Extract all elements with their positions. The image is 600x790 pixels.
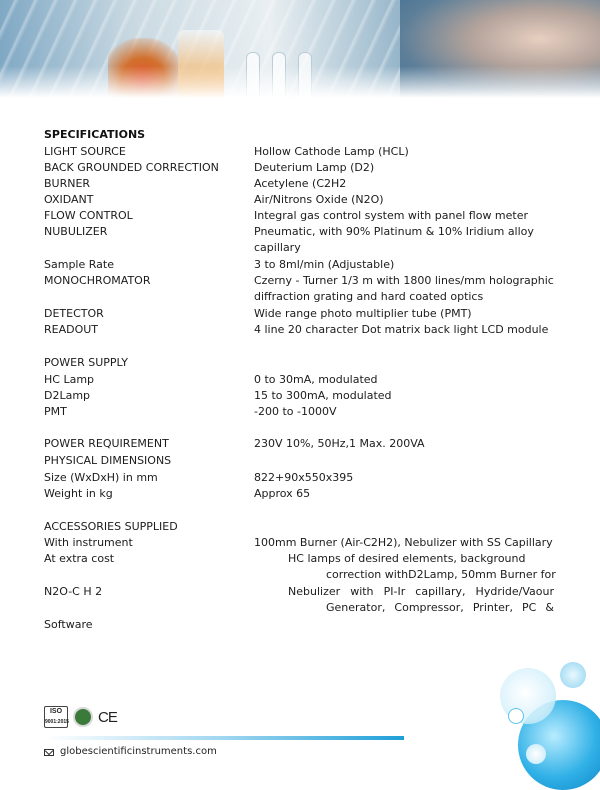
physical-dimensions-heading: PHYSICAL DIMENSIONS bbox=[44, 454, 172, 467]
power-supply-label: HC Lamp bbox=[44, 373, 95, 386]
banner-fade bbox=[0, 66, 600, 98]
spec-label: MONOCHROMATOR bbox=[44, 274, 151, 287]
size-label: Size (WxDxH) in mm bbox=[44, 471, 158, 484]
spec-value: Wide range photo multiplier tube (PMT) bbox=[254, 307, 472, 320]
extra-cost-line: Generator, Compressor, Printer, PC & bbox=[326, 601, 554, 614]
power-supply-value: -200 to -1000V bbox=[254, 405, 337, 418]
spec-label: BACK GROUNDED CORRECTION bbox=[44, 161, 219, 174]
spec-value: 4 line 20 character Dot matrix back light LCD module bbox=[254, 323, 549, 336]
extra-cost-line: correction withD2Lamp, 50mm Burner for bbox=[326, 568, 556, 581]
spec-value: Pneumatic, with 90% Platinum & 10% Iridium alloy bbox=[254, 225, 534, 238]
iso-label: ISO bbox=[49, 708, 63, 715]
spec-value-continued: capillary bbox=[254, 241, 301, 254]
size-value: 822+90x550x395 bbox=[254, 471, 354, 484]
power-requirement-label: POWER REQUIREMENT bbox=[44, 437, 169, 450]
with-instrument-label: With instrument bbox=[44, 536, 133, 549]
spec-value: 3 to 8ml/min (Adjustable) bbox=[254, 258, 395, 271]
spec-value: Czerny - Turner 1/3 m with 1800 lines/mm holographic bbox=[254, 274, 554, 287]
decorative-bubble bbox=[508, 708, 524, 724]
spec-label: BURNER bbox=[44, 177, 91, 190]
weight-label: Weight in kg bbox=[44, 487, 113, 500]
iso-number: 9001:2015 bbox=[45, 719, 69, 725]
spec-value: Acetylene (C2H2 bbox=[254, 177, 347, 190]
extra-cost-label: At extra cost bbox=[44, 552, 115, 565]
weight-value: Approx 65 bbox=[254, 487, 311, 500]
specifications-heading: SPECIFICATIONS bbox=[44, 128, 146, 141]
website-link[interactable]: globescientificinstruments.com bbox=[60, 746, 217, 757]
software-label: Software bbox=[44, 618, 93, 631]
footer-accent-bar bbox=[44, 736, 404, 740]
power-supply-value: 0 to 30mA, modulated bbox=[254, 373, 378, 386]
decorative-bubble bbox=[526, 744, 546, 764]
decorative-bubble bbox=[560, 662, 586, 688]
spec-value-continued: diffraction grating and hard coated optics bbox=[254, 290, 484, 303]
accessories-heading: ACCESSORIES SUPPLIED bbox=[44, 520, 178, 533]
iso-certification-icon bbox=[44, 706, 68, 728]
power-supply-value: 15 to 300mA, modulated bbox=[254, 389, 392, 402]
spec-label: READOUT bbox=[44, 323, 99, 336]
spec-label: OXIDANT bbox=[44, 193, 94, 206]
mail-icon bbox=[44, 749, 54, 756]
spec-label: FLOW CONTROL bbox=[44, 209, 133, 222]
n2o-label: N2O-C H 2 bbox=[44, 585, 103, 598]
spec-value: Hollow Cathode Lamp (HCL) bbox=[254, 145, 409, 158]
ce-mark-icon: CE bbox=[98, 708, 117, 726]
footer bbox=[44, 746, 217, 758]
certification-logos bbox=[44, 706, 117, 728]
with-instrument-value: 100mm Burner (Air-C2H2), Nebulizer with SS Capillary bbox=[254, 536, 553, 549]
quality-badge-icon bbox=[73, 707, 93, 727]
spec-value: Integral gas control system with panel flow meter bbox=[254, 209, 529, 222]
spec-label: Sample Rate bbox=[44, 258, 114, 271]
power-supply-label: PMT bbox=[44, 405, 67, 418]
spec-label: LIGHT SOURCE bbox=[44, 145, 126, 158]
spec-label: NUBULIZER bbox=[44, 225, 108, 238]
spec-label: DETECTOR bbox=[44, 307, 104, 320]
extra-cost-line: HC lamps of desired elements, background bbox=[288, 552, 526, 565]
power-supply-heading: POWER SUPPLY bbox=[44, 356, 128, 369]
spec-value: Air/Nitrons Oxide (N2O) bbox=[254, 193, 384, 206]
header-banner-image bbox=[0, 0, 600, 98]
extra-cost-line: Nebulizer with PI-Ir capillary, Hydride/Vaour bbox=[288, 585, 554, 598]
power-requirement-value: 230V 10%, 50Hz,1 Max. 200VA bbox=[254, 437, 425, 450]
power-supply-label: D2Lamp bbox=[44, 389, 91, 402]
spec-value: Deuterium Lamp (D2) bbox=[254, 161, 375, 174]
